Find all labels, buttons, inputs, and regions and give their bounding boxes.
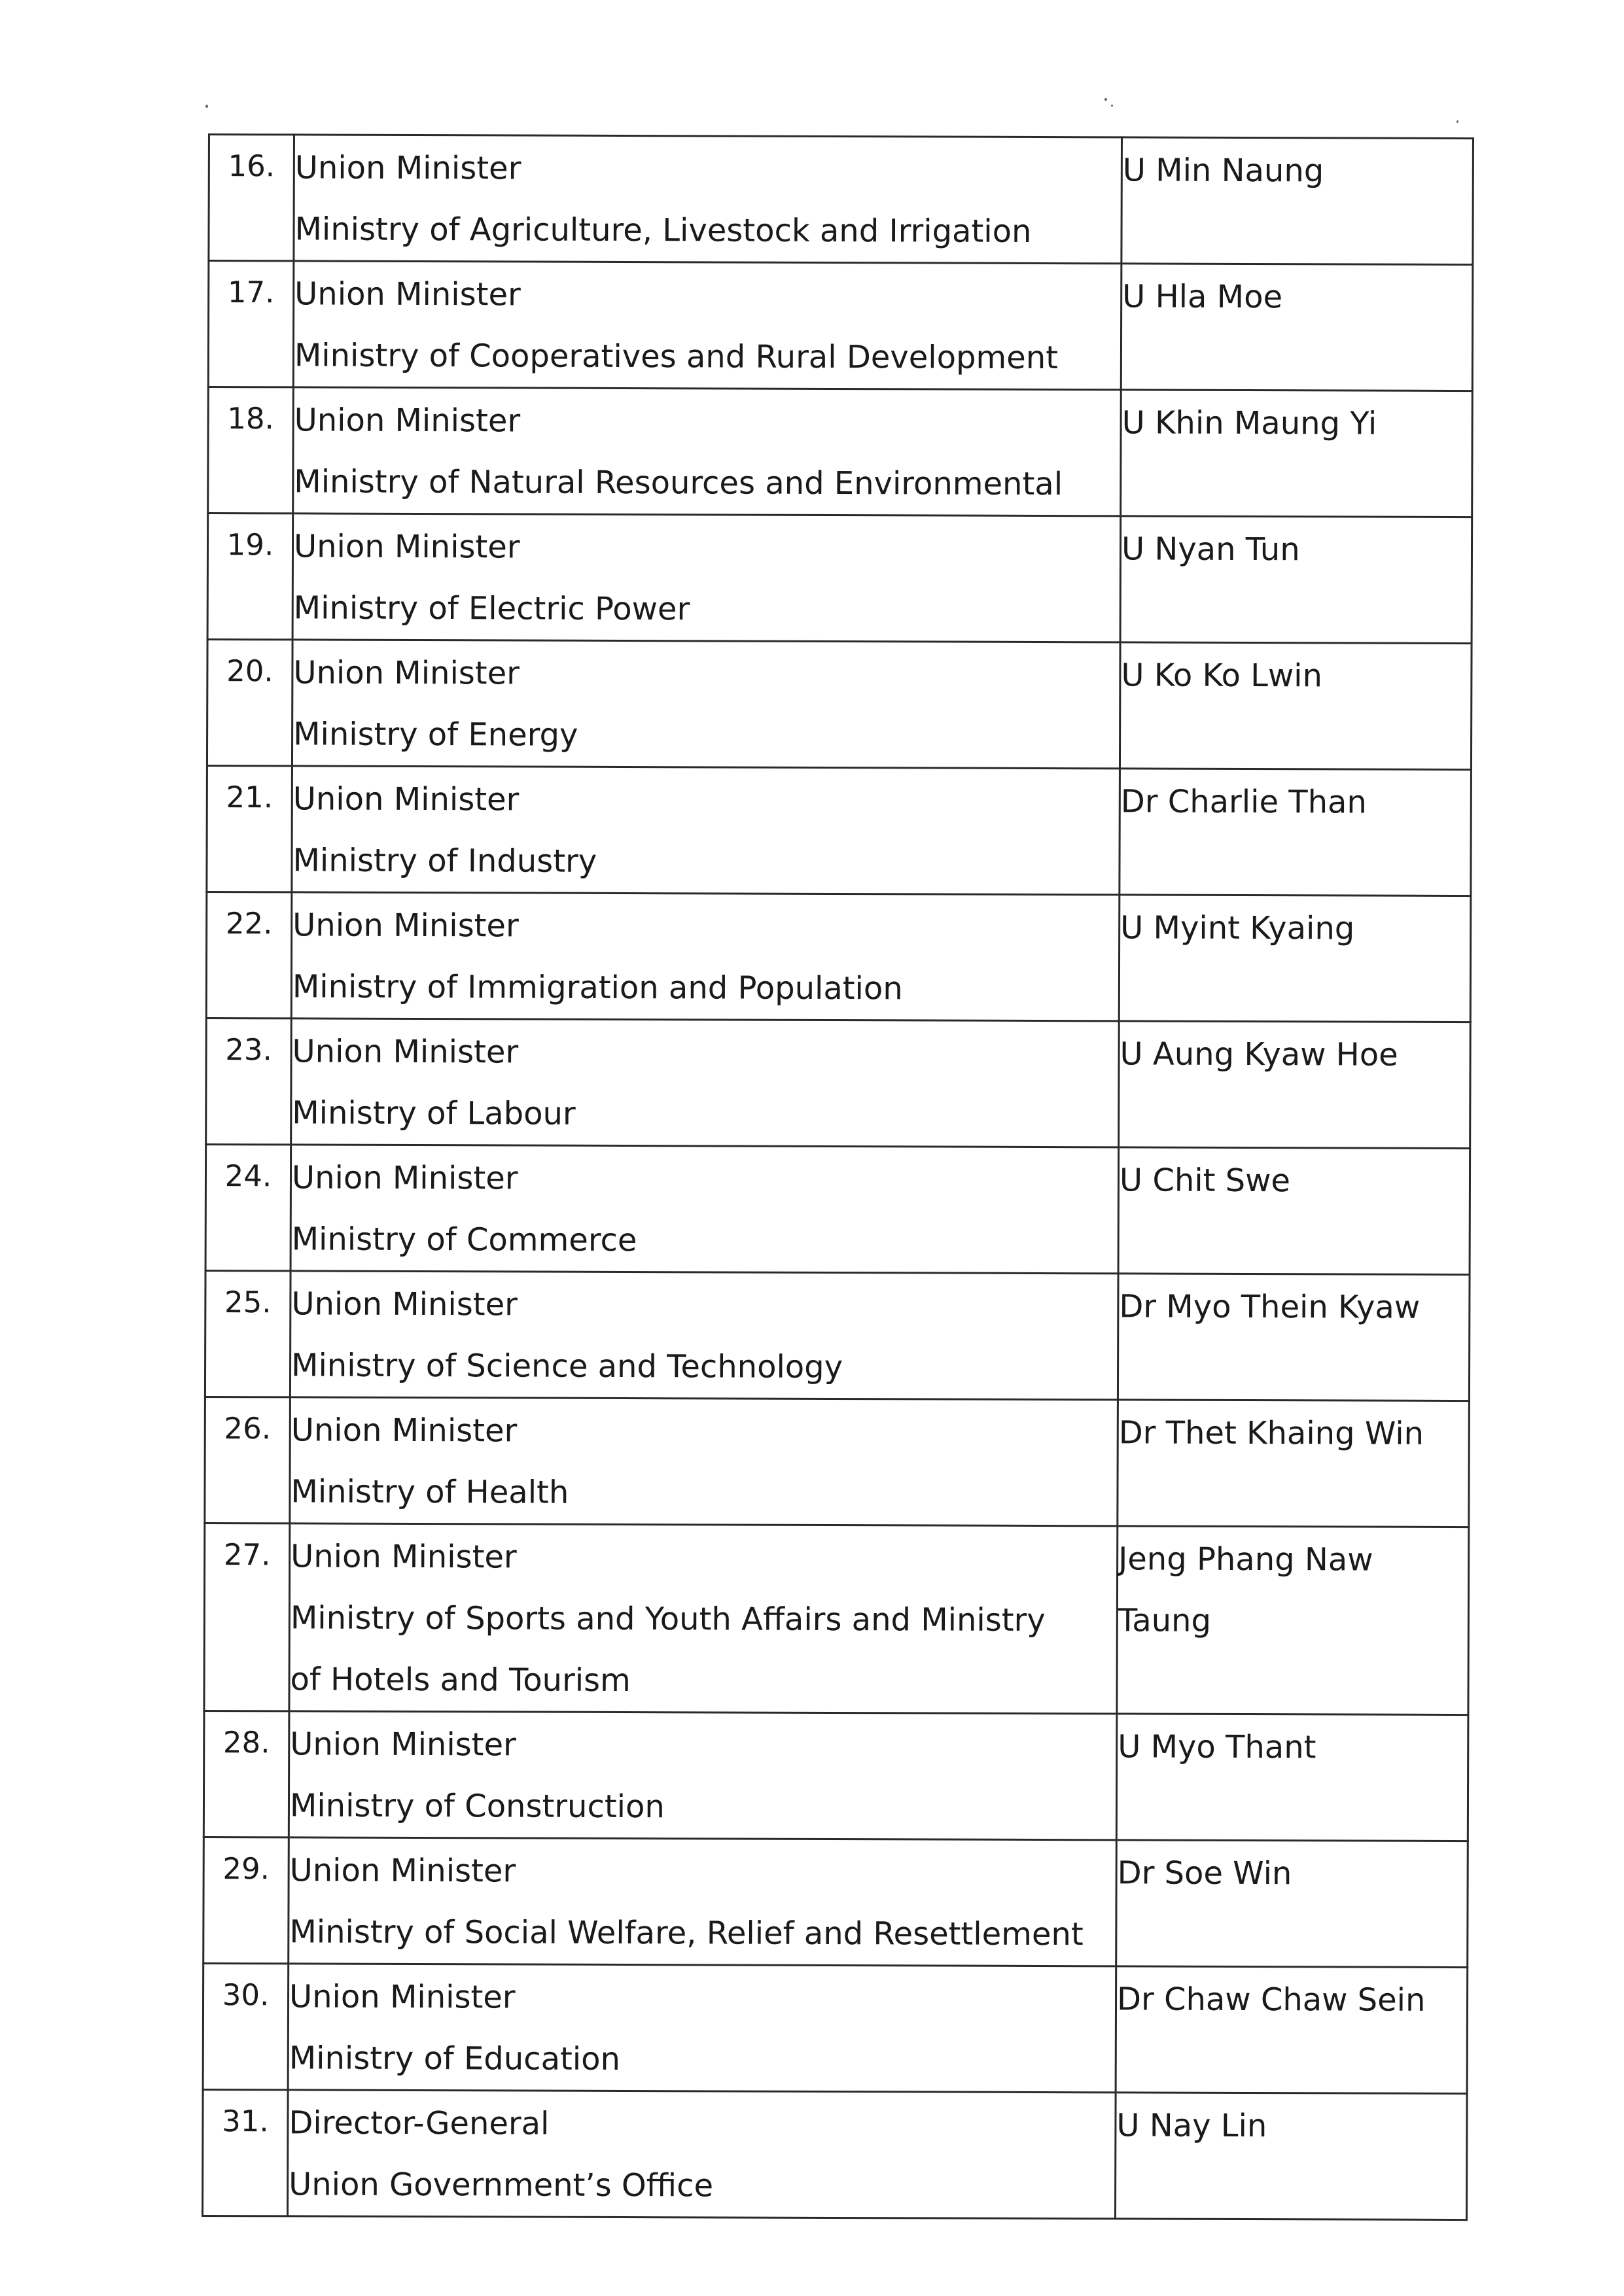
position-title: Union Minister [289,1978,516,2016]
table-row [209,135,1474,265]
row-number: 31. [202,2089,288,2216]
row-number: 16. [209,135,294,261]
position-cell [287,2090,1116,2219]
position-cell [289,1523,1118,1714]
table-row [207,766,1472,896]
position-office: Ministry of Science and Technology [291,1347,843,1386]
row-number: 17. [208,261,294,387]
position-office: Ministry of Industry [292,842,597,880]
official-name-continued: Taung [1118,1602,1212,1639]
position-office-continued: of Hotels and Tourism [290,1661,631,1699]
position-office: Ministry of Labour [292,1094,576,1132]
position-title: Union Minister [290,1726,516,1764]
scan-speck [1456,120,1458,123]
row-number: 21. [207,766,292,892]
position-cell [289,1711,1117,1840]
position-cell [288,1964,1116,2093]
name-cell [1116,1966,1468,2094]
position-office: Ministry of Cooperatives and Rural Development [294,337,1059,377]
position-title: Union Minister [291,1538,517,1576]
table-row [205,1144,1470,1274]
position-cell [294,135,1122,264]
position-title: Union Minister [292,907,519,945]
position-office: Ministry of Energy [293,716,578,754]
row-number: 30. [203,1963,289,2089]
row-number: 23. [206,1018,292,1144]
position-office: Ministry of Health [291,1473,569,1511]
name-cell [1121,137,1474,265]
position-office: Ministry of Natural Resources and Environmental [294,463,1063,503]
name-cell [1120,642,1472,770]
official-name: U Nay Lin [1116,2107,1267,2145]
table-row [208,387,1473,517]
name-cell [1120,516,1472,644]
position-title: Union Minister [289,1852,516,1890]
position-title: Union Minister [294,402,521,440]
official-name: U Ko Ko Lwin [1121,657,1323,695]
official-name: U Hla Moe [1122,278,1283,316]
table-row [208,261,1473,391]
position-cell [293,387,1121,516]
name-cell [1121,390,1473,517]
position-office: Union Government’s Office [289,2166,714,2204]
official-name: Dr Soe Win [1117,1854,1292,1892]
scan-speck [1104,98,1107,101]
scan-speck [205,105,208,108]
row-number: 22. [206,892,292,1018]
position-office: Ministry of Immigration and Population [292,968,903,1007]
table-row [206,892,1471,1022]
position-cell [291,892,1120,1021]
official-name: U Myo Thant [1118,1728,1316,1766]
row-number: 25. [205,1270,291,1397]
position-title: Union Minister [293,654,520,692]
row-number: 28. [203,1711,289,1837]
row-number: 20. [207,640,292,766]
position-title: Union Minister [294,149,521,187]
position-title: Union Minister [291,1159,518,1197]
position-office: Ministry of Commerce [291,1221,637,1259]
position-cell [291,1018,1120,1147]
position-office: Ministry of Agriculture, Livestock and Irrigation [294,211,1032,250]
row-number: 18. [208,387,294,513]
position-title: Union Minister [292,1033,519,1071]
name-cell [1116,1840,1468,1968]
table-row [207,513,1472,644]
official-name: Dr Chaw Chaw Sein [1116,1981,1426,2019]
table-row [202,2089,1467,2219]
table-row [207,640,1472,770]
table-row [206,1018,1471,1148]
position-title: Union Minister [292,780,520,818]
official-name: Dr Myo Thein Kyaw [1119,1288,1421,1326]
name-cell [1119,1021,1471,1149]
table-row [204,1523,1469,1714]
table-row [205,1270,1470,1400]
position-cell [293,261,1121,390]
position-cell [291,1145,1119,1274]
position-office: Ministry of Construction [289,1787,665,1826]
table-row [205,1397,1470,1527]
official-name: U Min Naung [1122,152,1324,190]
position-office: Ministry of Electric Power [293,589,690,628]
position-cell [292,766,1120,895]
name-cell [1118,1274,1470,1401]
official-name: U Myint Kyaing [1120,909,1355,947]
scan-speck [1111,105,1113,107]
name-cell [1115,2093,1467,2220]
position-title: Director-General [289,2104,550,2142]
position-title: Union Minister [291,1412,518,1450]
position-office: Ministry of Social Welfare, Relief and Resettlement [289,1913,1084,1953]
name-cell [1121,264,1473,391]
position-cell [292,513,1121,642]
name-cell [1118,1147,1470,1275]
position-title: Union Minister [293,528,520,566]
position-title: Union Minister [294,275,521,313]
position-office: Ministry of Sports and Youth Affairs and Ministry [290,1599,1046,1639]
official-name: U Nyan Tun [1121,531,1300,568]
table-row [203,1963,1468,2093]
row-number: 24. [205,1144,291,1270]
official-name: Jeng Phang Naw [1118,1540,1373,1578]
officials-table [202,133,1474,2221]
name-cell [1119,895,1471,1022]
position-cell [290,1397,1118,1526]
position-cell [292,640,1120,769]
name-cell [1116,1714,1468,1841]
name-cell [1120,769,1472,896]
name-cell [1117,1526,1469,1715]
position-cell [290,1271,1118,1400]
row-number: 29. [203,1837,289,1963]
position-office: Ministry of Education [289,2040,621,2078]
table-row [203,1837,1468,1967]
row-number: 19. [207,513,293,640]
position-cell [289,1837,1117,1966]
table-row [203,1711,1468,1841]
official-name: U Chit Swe [1119,1162,1291,1200]
official-name: Dr Thet Khaing Win [1118,1414,1424,1452]
position-title: Union Minister [291,1285,518,1323]
name-cell [1118,1400,1470,1527]
row-number: 26. [205,1397,291,1523]
official-name: Dr Charlie Than [1120,783,1367,821]
row-number: 27. [204,1523,290,1711]
official-name: U Aung Kyaw Hoe [1120,1035,1398,1073]
official-name: U Khin Maung Yi [1121,404,1377,442]
